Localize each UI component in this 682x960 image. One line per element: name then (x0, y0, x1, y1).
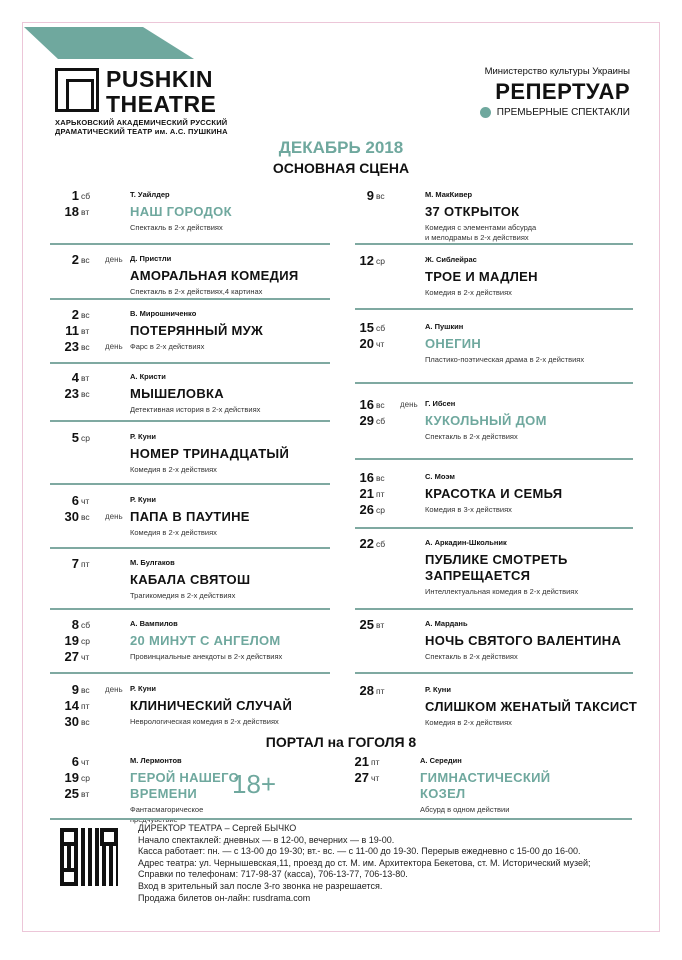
divider (355, 382, 633, 384)
date-day: 23 (64, 386, 79, 401)
date-day: 16 (359, 470, 374, 485)
divider (50, 672, 330, 674)
performance-description: Комедия в 3-х действиях (425, 505, 512, 514)
date-weekday: чт (371, 773, 380, 783)
performance-description: Комедия в 2-х действиях (130, 465, 217, 474)
repertoire-title: РЕПЕРТУАР (495, 79, 630, 104)
info-line: Касса работает: пн. — с 13-00 до 19-30; вт.- вс. — с 11-00 до 19-30. Перерыв ежедневно с 15-00 до 16-00. (138, 846, 581, 857)
performance-info (130, 682, 340, 727)
main-stage-title: ОСНОВНАЯ СЦЕНА (272, 160, 410, 176)
date-line (50, 786, 125, 802)
performance-description: Комедия в 2-х действиях (425, 718, 512, 727)
performance-dates (345, 536, 420, 552)
date-line (340, 754, 415, 770)
date-day: 6 (71, 754, 79, 769)
date-weekday: чт (81, 652, 90, 662)
date-weekday: ср (81, 636, 90, 646)
performance-title[interactable]: ПАПА В ПАУТИНЕ (130, 509, 250, 524)
premiere-dot-icon (480, 107, 491, 118)
author: А. Аркадин-Школьник (425, 538, 507, 547)
date-line (50, 370, 125, 386)
date-day: 1 (71, 188, 79, 203)
date-weekday: вс (81, 255, 90, 265)
performance-title[interactable]: ОНЕГИН (425, 336, 482, 351)
performance-info (130, 430, 340, 475)
author: В. Мирошниченко (130, 309, 197, 318)
logo-subtitle-2: ДРАМАТИЧЕСКИЙ ТЕАТР им. А.С. ПУШКИНА (55, 127, 228, 136)
date-day: 9 (71, 682, 79, 697)
date-day: 25 (359, 617, 374, 632)
date-line (50, 754, 125, 770)
logo-subtitle-1: ХАРЬКОВСКИЙ АКАДЕМИЧЕСКИЙ РУССКИЙ (55, 118, 228, 127)
date-day: 2 (71, 307, 79, 322)
age-rating: 18+ (232, 769, 277, 799)
date-weekday: чт (81, 496, 90, 506)
performance-dates (345, 397, 420, 429)
performance-dates (345, 253, 420, 269)
performance-title[interactable]: ПУБЛИКЕ СМОТРЕТЬ ЗАПРЕЩАЕТСЯ (425, 552, 568, 583)
date-day: 27 (64, 649, 79, 664)
date-line (345, 336, 420, 352)
premiere-legend (480, 107, 630, 118)
date-line (345, 470, 420, 486)
performance-dates (50, 556, 125, 572)
divider (50, 362, 330, 364)
date-weekday: вс (376, 191, 385, 201)
performance-title[interactable]: ТРОЕ И МАДЛЕН (425, 269, 538, 284)
date-weekday: вс (81, 310, 90, 320)
date-day: 11 (65, 323, 79, 338)
qr-code[interactable] (60, 828, 118, 886)
date-day: 12 (359, 253, 374, 268)
theatre-info (138, 823, 591, 904)
date-line (50, 493, 125, 509)
date-line (50, 307, 125, 323)
date-weekday: вс (81, 717, 90, 727)
info-line: ДИРЕКТОР ТЕАТРА – Сергей БЫЧКО (138, 823, 297, 833)
author: Ж. Сиблейрас (425, 255, 477, 264)
author: М. МакКивер (425, 190, 473, 199)
divider (355, 458, 633, 460)
performance-info (130, 556, 340, 601)
date-weekday: пт (81, 559, 90, 569)
date-weekday: ср (376, 256, 385, 266)
performance-description: Фарс в 2-х действиях (130, 342, 205, 351)
author: М. Булгаков (130, 558, 175, 567)
date-day: 7 (71, 556, 79, 571)
date-line (50, 188, 125, 204)
date-weekday: вс (376, 473, 385, 483)
author: Р. Куни (425, 685, 451, 694)
date-line (345, 502, 420, 518)
date-day: 16 (359, 397, 374, 412)
date-day: 6 (71, 493, 79, 508)
info-line: Адрес театра: ул. Чернышевская,11, проезд до ст. М. им. Архитектора Бекетова, ст. М. Исторический музей; (138, 857, 591, 868)
date-day: 18 (64, 204, 79, 219)
date-weekday: сб (81, 191, 91, 201)
date-weekday: вс (81, 512, 90, 522)
date-weekday: чт (81, 757, 90, 767)
author: М. Лермонтов (130, 756, 182, 765)
divider (50, 298, 330, 300)
date-line (50, 323, 125, 339)
matinee-label: день (105, 342, 123, 351)
date-day: 30 (64, 714, 79, 729)
date-day: 5 (71, 430, 79, 445)
performance-info (130, 188, 340, 233)
performance-description: Трагикомедия в 2-х действиях (130, 591, 236, 600)
date-weekday: ср (376, 505, 385, 515)
divider (50, 243, 330, 245)
date-weekday: ср (81, 433, 90, 443)
date-weekday: пт (376, 686, 385, 696)
date-day: 30 (64, 509, 79, 524)
date-weekday: чт (376, 339, 385, 349)
date-line (50, 682, 125, 698)
performance-dates (50, 370, 125, 402)
date-day: 15 (359, 320, 374, 335)
month-title: ДЕКАБРЬ 2018 (278, 138, 404, 157)
date-line (50, 714, 125, 730)
date-line (345, 683, 420, 699)
date-weekday: пт (81, 701, 90, 711)
date-day: 2 (71, 252, 79, 267)
date-weekday: пт (376, 489, 385, 499)
divider (50, 818, 632, 820)
date-weekday: вт (81, 326, 90, 336)
performance-info (130, 754, 240, 825)
divider (355, 608, 633, 610)
logo-line2: THEATRE (106, 91, 217, 117)
matinee-label: день (105, 512, 123, 521)
matinee-label: день (105, 255, 123, 264)
performance-title[interactable]: НОМЕР ТРИНАДЦАТЫЙ (130, 446, 290, 461)
date-day: 21 (354, 754, 369, 769)
author: Г. Ибсен (425, 399, 456, 408)
date-day: 25 (64, 786, 79, 801)
premiere-legend-label: ПРЕМЬЕРНЫЕ СПЕКТАКЛИ (496, 107, 630, 118)
author: А. Вампилов (130, 619, 178, 628)
date-day: 20 (359, 336, 374, 351)
date-weekday: ср (81, 773, 90, 783)
ministry-label: Министерство культуры Украины (484, 66, 630, 77)
author: Р. Куни (130, 684, 156, 693)
performance-info (130, 307, 340, 352)
info-line: Продажа билетов он-лайн: rusdrama.com (138, 892, 311, 903)
date-day: 27 (354, 770, 369, 785)
date-weekday: сб (376, 323, 386, 333)
performance-info (130, 493, 340, 538)
performance-title[interactable]: НОЧЬ СВЯТОГО ВАЛЕНТИНА (425, 633, 622, 648)
performance-info (425, 188, 640, 243)
performance-description: Спектакль в 2-х действиях,4 картинах (130, 287, 263, 296)
date-day: 29 (359, 413, 374, 428)
date-day: 19 (64, 770, 79, 785)
performance-title[interactable]: АМОРАЛЬНАЯ КОМЕДИЯ (130, 268, 299, 283)
performance-title[interactable]: 20 МИНУТ С АНГЕЛОМ (130, 633, 281, 648)
author: А. Серeдин (420, 756, 462, 765)
divider (50, 547, 330, 549)
date-line (50, 556, 125, 572)
performance-title[interactable]: КАБАЛА СВЯТОШ (130, 572, 251, 587)
author: Т. Уайлдер (130, 190, 170, 199)
performance-description: Абсурд в одном действии (420, 805, 510, 814)
performance-dates (50, 493, 125, 525)
performance-info (130, 252, 340, 297)
performance-info (425, 253, 640, 298)
performance-title[interactable]: ГЕРОЙ НАШЕГО ВРЕМЕНИ (130, 770, 240, 801)
info-line: Начало спектаклей: дневных — в 12-00, вечерних — в 19-00. (138, 834, 395, 845)
date-day: 8 (71, 617, 79, 632)
performance-title[interactable]: ПОТЕРЯННЫЙ МУЖ (130, 323, 264, 338)
performance-dates (50, 754, 125, 802)
performance-dates (50, 307, 125, 355)
date-weekday: вс (81, 685, 90, 695)
performance-dates (340, 754, 415, 786)
date-line (345, 188, 420, 204)
performance-title[interactable]: КУКОЛЬНЫЙ ДОМ (425, 413, 547, 428)
date-line (345, 397, 420, 413)
performance-description: Спектакль в 2-х действиях (425, 432, 518, 441)
matinee-label: день (105, 685, 123, 694)
date-line (345, 486, 420, 502)
date-line (50, 633, 125, 649)
performance-info (130, 617, 340, 662)
date-line (50, 509, 125, 525)
performance-info (425, 470, 640, 515)
date-line (50, 770, 125, 786)
performance-dates (50, 252, 125, 268)
performance-dates (345, 188, 420, 204)
date-line (50, 386, 125, 402)
date-weekday: вт (376, 620, 385, 630)
date-weekday: вс (376, 400, 385, 410)
performance-dates (345, 617, 420, 633)
performance-description: Интеллектуальная комедия в 2-х действиях (425, 587, 579, 596)
date-day: 4 (71, 370, 79, 385)
date-day: 23 (64, 339, 79, 354)
divider (50, 420, 330, 422)
date-line (50, 430, 125, 446)
info-line: Вход в зрительный зал после 3-го звонка не разрешается. (138, 880, 383, 891)
date-line (340, 770, 415, 786)
date-line (50, 339, 125, 355)
performance-info (130, 370, 340, 415)
date-weekday: пт (371, 757, 380, 767)
author: А. Пушкин (425, 322, 464, 331)
divider (355, 527, 633, 529)
date-day: 28 (359, 683, 374, 698)
date-day: 22 (359, 536, 374, 551)
performance-title[interactable]: СЛИШКОМ ЖЕНАТЫЙ ТАКСИСТ (425, 699, 638, 714)
performance-title[interactable]: ГИМНАСТИЧЕСКИЙ КОЗЕЛ (420, 770, 551, 801)
author: А. Кристи (130, 372, 166, 381)
info-line: Справки по телефонам: 717-98-37 (касса), 706-13-77, 706-13-80. (138, 869, 408, 880)
author: Д. Пристли (130, 254, 172, 263)
author: С. Моэм (425, 472, 455, 481)
date-line (50, 698, 125, 714)
date-day: 9 (366, 188, 374, 203)
performance-title[interactable]: КРАСОТКА И СЕМЬЯ (425, 486, 563, 501)
date-weekday: вс (81, 342, 90, 352)
date-weekday: вс (81, 389, 90, 399)
matinee-label: день (400, 400, 418, 409)
performance-dates (50, 430, 125, 446)
performance-info (425, 397, 640, 442)
date-line (345, 617, 420, 633)
date-line (50, 252, 125, 268)
performance-description: Детективная история в 2-х действиях (130, 405, 261, 414)
performance-dates (50, 188, 125, 220)
divider (355, 243, 633, 245)
performance-description: Фантасмагорическое (130, 805, 204, 814)
performance-info (425, 683, 640, 728)
performance-title[interactable]: НАШ ГОРОДОК (130, 204, 232, 219)
date-day: 14 (64, 698, 79, 713)
portal-heading: ПОРТАЛ на ГОГОЛЯ 8 (265, 734, 417, 750)
date-weekday: сб (81, 620, 91, 630)
divider (50, 608, 330, 610)
performance-description: Комедия с элементами абсурда и мелодрамы в 2-х действиях (425, 223, 537, 242)
date-line (345, 536, 420, 552)
date-weekday: сб (376, 416, 386, 426)
date-line (345, 413, 420, 429)
performance-title[interactable]: 37 ОТКРЫТОК (425, 204, 520, 219)
date-day: 19 (64, 633, 79, 648)
date-line (345, 320, 420, 336)
performance-description: Комедия в 2-х действиях (130, 528, 217, 537)
divider (50, 483, 330, 485)
author: А. Мардань (425, 619, 468, 628)
performance-dates (50, 682, 125, 730)
divider (355, 308, 633, 310)
performance-dates (345, 470, 420, 518)
date-line (50, 649, 125, 665)
performance-info (420, 754, 560, 815)
date-weekday: сб (376, 539, 386, 549)
performance-description: Пластико-поэтическая драма в 2-х действиях (425, 355, 585, 364)
performance-info (425, 536, 640, 597)
date-day: 26 (359, 502, 374, 517)
performance-description: Комедия в 2-х действиях (425, 288, 512, 297)
divider (355, 672, 633, 674)
performance-description: Спектакль в 2-х действиях (130, 223, 223, 232)
theatre-logo-icon (55, 68, 99, 112)
date-line (50, 617, 125, 633)
performance-dates (345, 320, 420, 352)
performance-description: Спектакль в 2-х действиях (425, 652, 518, 661)
logo-line1: PUSHKIN (106, 66, 214, 92)
date-line (50, 204, 125, 220)
date-day: 21 (359, 486, 374, 501)
performance-description: Неврологическая комедия в 2-х действиях (130, 717, 279, 726)
performance-info (425, 320, 640, 365)
performance-dates (345, 683, 420, 699)
date-weekday: вт (81, 207, 90, 217)
date-weekday: вт (81, 789, 90, 799)
date-weekday: вт (81, 373, 90, 383)
performance-dates (50, 617, 125, 665)
author: Р. Куни (130, 432, 156, 441)
performance-info (425, 617, 640, 662)
date-line (345, 253, 420, 269)
author: Р. Куни (130, 495, 156, 504)
performance-title[interactable]: МЫШЕЛОВКА (130, 386, 224, 401)
performance-title[interactable]: КЛИНИЧЕСКИЙ СЛУЧАЙ (130, 698, 293, 713)
performance-description: Провинциальные анекдоты в 2-х действиях (130, 652, 283, 661)
